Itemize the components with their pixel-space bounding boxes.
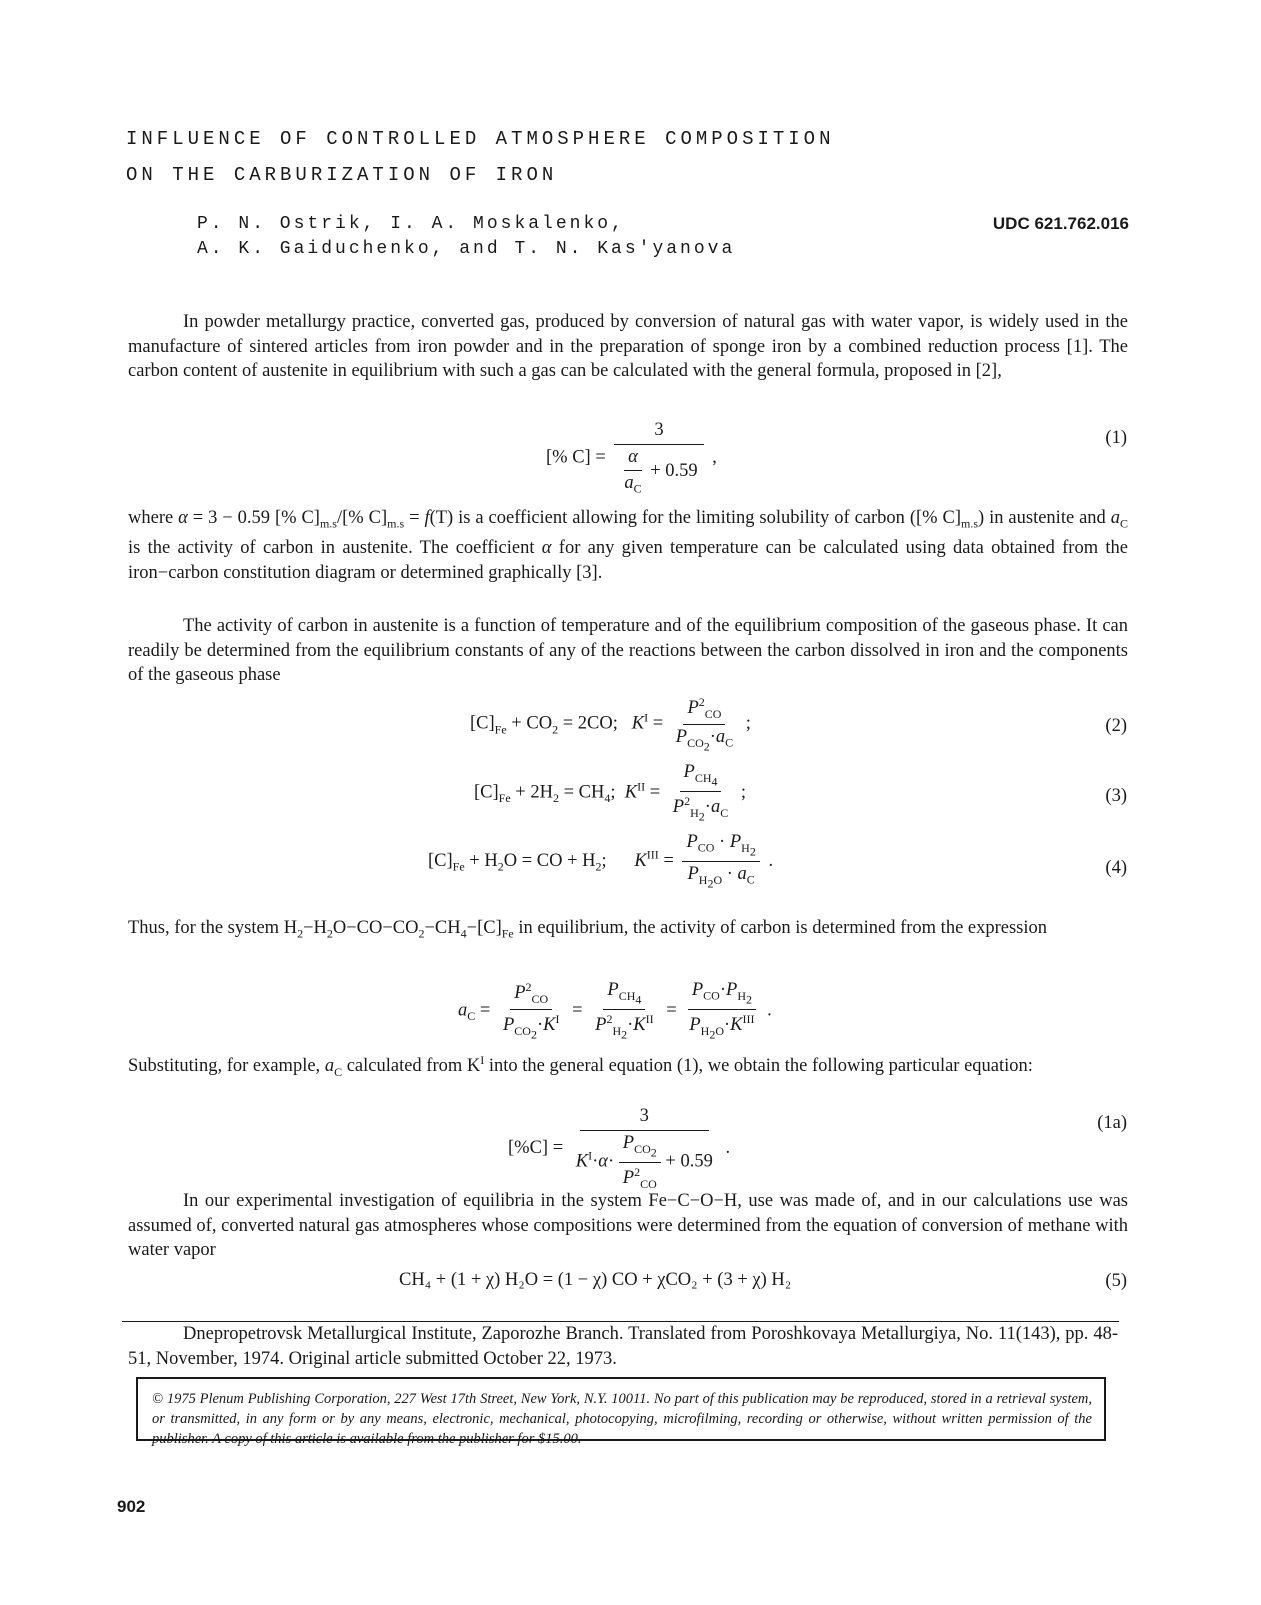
para2-a: where (128, 508, 179, 528)
equation-4: $[C]_{Fe} + H_2O$ = CO + $H_2$; $K^{III}$ = $\frac{P_{CO} \cdot P_{H_2}}{P_{H_2O} \cdot a_C}$ . (428, 832, 774, 891)
equation-3: $[C]_{Fe} + 2H_2 = CH_4$; $K^{II}$ = $\frac{P_{CH_4}}{P^2_{H_2}\cdot a_C}$ ; (474, 762, 746, 824)
copyright-text: © 1975 Plenum Publishing Corporation, 227 West 17th Street, New York, N.Y. 10011. No part of this publication may be reproduced, stored in a retrieval system, or transmitted, in any form or by any means, electronic, mechanical, photocopying, microfilming, recording or otherwise, without written permission of the publisher. A copy of this article is available from the publisher for $15.00. (152, 1391, 1092, 1447)
eq1-lhs: [% C] = (546, 447, 606, 468)
eq1a-number: (1a) (1097, 1113, 1127, 1133)
paragraph-coefficient: where α = 3 − 0.59 [% $C]_{m.s}/[\%$ $C]_{m.s} = f(T)$ is a coefficient allowing for the limiting solubility of carbon ([% $C]_{m.s}$) in austenite and $a_C$ is the activity of carbon in austenite. The coefficient α for any given temperature can be calculated using data obtained from the iron−carbon constitution diagram or determined graphically [3]. (128, 508, 1128, 583)
eq1-denominator (616, 445, 701, 497)
copyright-box (136, 1377, 1106, 1447)
eq1-comma: , (712, 447, 717, 468)
eq3-number: (3) (1105, 786, 1127, 806)
authors-line-1: P. N. Ostrik, I. A. Moskalenko, (197, 214, 625, 234)
page-number: 902 (117, 1497, 146, 1516)
para5-b: calculated from (342, 1056, 467, 1077)
para2-e: for any given temperature can be calculated using data obtained from the iron−carbon constitution diagram or determined graphically [3]. (128, 538, 1128, 583)
para2-d: is the activity of carbon in austenite. The coefficient (128, 538, 542, 559)
para5-a: Substituting, for example, (128, 1056, 325, 1077)
equation-2: $[C]_{Fe} + CO_2 = 2CO$; $K^I$ = $\frac{P^2_{CO}}{P_{CO_2}\cdot a_C}$ ; (470, 695, 751, 753)
eq2-number: (2) (1105, 716, 1127, 736)
paragraph-substituting: Substituting, for example, $a_C$ calculated from $K^I$ into the general equation (1), we obtain the following particular equation: (128, 1053, 1033, 1079)
equation-1a: [%C] = 3 $K^I\cdot\alpha\cdot$ $\frac{P_{CO_2}}{P^2_{CO}}$ + 0.59 . (508, 1106, 731, 1191)
eq1-denominator-tail: + 0.59 (650, 461, 698, 482)
title-line-2: ON THE CARBURIZATION OF IRON (126, 164, 558, 186)
paragraph-system: Thus, for the system $H_2-H_2O-CO-CO_2-CH_4-[C]_{Fe}$ in equilibrium, the activity of carbon is determined from the expression (128, 918, 1048, 941)
para4-b: in equilibrium, the activity of carbon is determined from the expression (513, 918, 1048, 938)
para4-a: Thus, for the system (128, 918, 284, 938)
eq1-number: (1) (1105, 428, 1127, 448)
title-line-1: INFLUENCE OF CONTROLLED ATMOSPHERE COMPOSITION (126, 128, 835, 150)
para2-c: ) in austenite and (978, 508, 1111, 528)
eq1-fraction (614, 420, 703, 497)
equation-5: CH₄ + (1 + χ) H₂O = (1 − χ) CO + χCO₂ + (3 + χ) H₂ (399, 1270, 792, 1290)
eq5-number: (5) (1105, 1271, 1127, 1291)
udc-code: UDC 621.762.016 (992, 214, 1129, 233)
eq1-numerator: 3 (614, 420, 703, 445)
equation-1 (546, 420, 717, 497)
paragraph-experimental: In our experimental investigation of equilibria in the system Fe−C−O−H, use was made of, and in our calculations use was assumed of, converted natural gas atmospheres whose compositions were determined from the equation of conversion of methane with water vapor (128, 1191, 1128, 1260)
paragraph-intro: In powder metallurgy practice, converted gas, produced by conversion of natural gas with water vapor, is widely used in the manufacture of sintered articles from iron powder and in the preparation of sponge iron by a combined reduction process [1]. The carbon content of austenite in equilibrium with such a gas can be calculated with the general formula, proposed in [2], (128, 312, 1128, 381)
eq4-number: (4) (1105, 858, 1127, 878)
para2-b: is a coefficient allowing for the limiting solubility of carbon ([% C] (453, 508, 961, 528)
authors-line-2: A. K. Gaiduchenko, and T. N. Kas'yanova (197, 239, 736, 259)
paragraph-activity: The activity of carbon in austenite is a function of temperature and of the equilibrium composition of the gaseous phase. It can readily be determined from the equilibrium constants of any of the reactions between the carbon dissolved in iron and the components of the gaseous phase (128, 616, 1128, 685)
equation-activity: $a_C$ = $\frac{P^2_{CO}}{P_{CO_2}\cdot K^I}$ = $\frac{P_{CH_4}}{P^2_{H_2}\cdot K^{II}}$ = $\frac{P_{CO}\cdot P_{H_2}}{P_{H_2O}\cdot K^{III}}$ . (458, 980, 772, 1042)
eq1-alpha-over-ac: $\frac{\alpha}{a_C}$ (624, 447, 642, 496)
para5-c: into the general equation (1), we obtain the following particular equation: (484, 1056, 1033, 1077)
footnote-affiliation: Dnepropetrovsk Metallurgical Institute, Zaporozhe Branch. Translated from Poroshkovaya Metallurgiya, No. 11(143), pp. 48-51, November, 1974. Original article submitted October 22, 1973. (128, 1324, 1118, 1369)
